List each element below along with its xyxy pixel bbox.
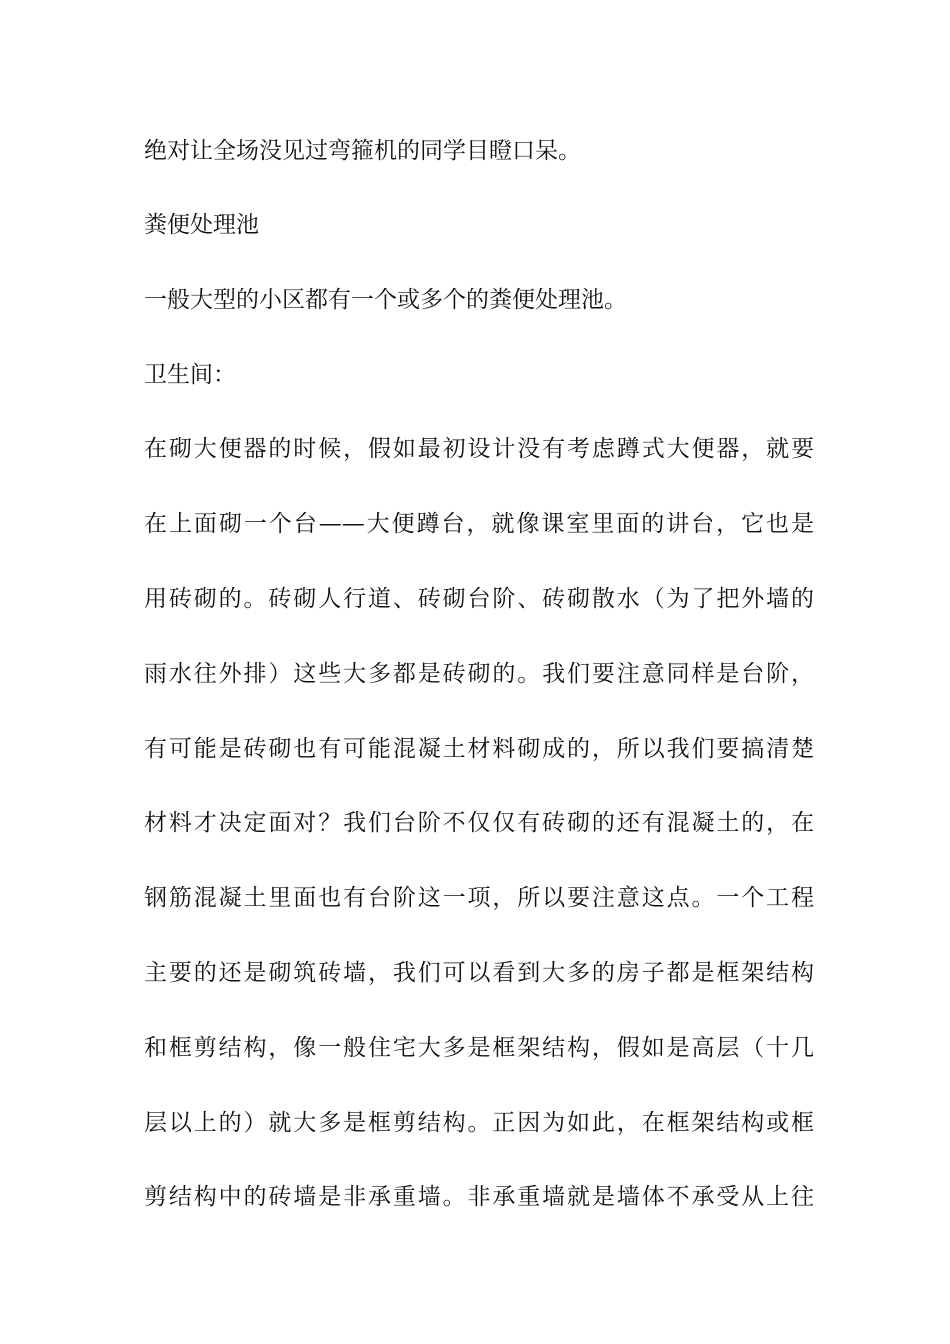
paragraph-line: 用砖砌的。砖砌人行道、砖砌台阶、砖砌散水（为了把外墙的 — [144, 586, 814, 612]
paragraph-line: 层以上的）就大多是框剪结构。正因为如此，在框架结构或框 — [144, 1110, 814, 1136]
paragraph-line: 材料才决定面对？我们台阶不仅仅有砖砌的还有混凝土的，在 — [144, 810, 814, 836]
section-heading: 粪便处理池 — [144, 212, 259, 238]
paragraph-line: 绝对让全场没见过弯箍机的同学目瞪口呆。 — [144, 138, 581, 164]
paragraph-line: 和框剪结构，像一般住宅大多是框架结构，假如是高层（十几 — [144, 1035, 814, 1061]
paragraph-line: 有可能是砖砌也有可能混凝土材料砌成的，所以我们要搞清楚 — [144, 736, 814, 762]
paragraph-line: 在上面砌一个台——大便蹲台，就像课室里面的讲台，它也是 — [144, 511, 814, 537]
paragraph-line: 主要的还是砌筑砖墙，我们可以看到大多的房子都是框架结构 — [144, 960, 814, 986]
paragraph-line: 一般大型的小区都有一个或多个的粪便处理池。 — [144, 287, 627, 313]
paragraph-line: 雨水往外排）这些大多都是砖砌的。我们要注意同样是台阶， — [144, 661, 814, 687]
section-heading: 卫生间： — [144, 362, 236, 388]
paragraph-line: 在砌大便器的时候，假如最初设计没有考虑蹲式大便器，就要 — [144, 436, 814, 462]
paragraph-line: 钢筋混凝土里面也有台阶这一项，所以要注意这点。一个工程 — [144, 885, 814, 911]
paragraph-line: 剪结构中的砖墙是非承重墙。非承重墙就是墙体不承受从上往 — [144, 1184, 814, 1210]
